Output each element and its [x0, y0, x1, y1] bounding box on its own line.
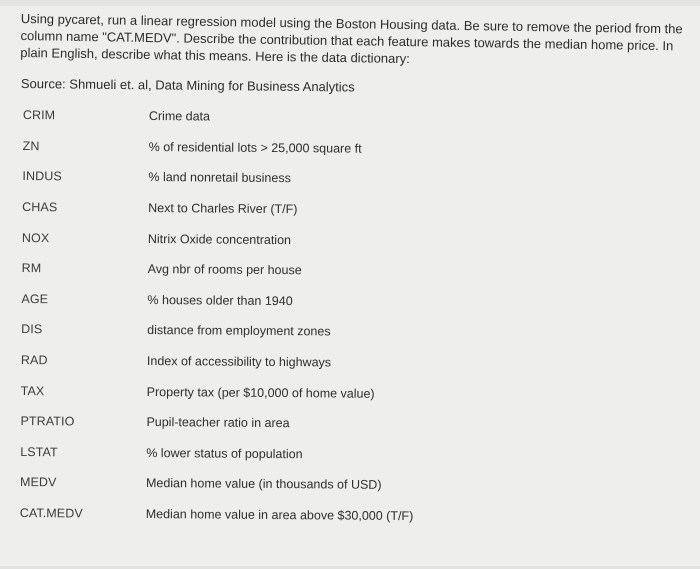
feature-description: Median home value in area above $30,000 (T/F) [145, 507, 414, 524]
feature-description: Index of accessibility to highways [146, 354, 332, 370]
feature-description: Property tax (per $10,000 of home value) [146, 384, 375, 401]
feature-name: PTRATIO [20, 414, 75, 429]
feature-description: distance from employment zones [147, 323, 331, 339]
feature-name: AGE [21, 291, 49, 307]
feature-description: Nitrix Oxide concentration [147, 231, 292, 247]
feature-name: TAX [20, 383, 45, 398]
feature-name: MEDV [19, 475, 57, 490]
feature-description: % houses older than 1940 [147, 292, 293, 308]
top-edge [0, 0, 700, 6]
feature-description: % of residential lots > 25,000 square ft [148, 139, 362, 156]
feature-description: Next to Charles River (T/F) [148, 201, 298, 217]
feature-name: LSTAT [20, 444, 58, 460]
feature-name: CRIM [22, 108, 56, 123]
feature-name: DIS [21, 322, 43, 337]
feature-description: Pupil-teacher ratio in area [146, 415, 290, 431]
data-dictionary [18, 100, 694, 534]
source-citation: Source: Shmueli et. al, Data Mining for Business Analytics [20, 75, 355, 95]
question-text: Using pycaret, run a linear regression model using the Boston Housing data. Be sure to remove the period from the column name "CAT.MEDV". Describe the contribution that each feature makes towards the median home price. In plain English, describe what this means. Here is the data dictionary: [20, 10, 683, 67]
feature-description: % land nonretail business [148, 170, 291, 186]
feature-description: Crime data [148, 109, 211, 124]
feature-name: INDUS [22, 169, 62, 184]
feature-name: CAT.MEDV [19, 506, 83, 521]
feature-name: RAD [20, 353, 48, 368]
feature-name: ZN [22, 138, 40, 154]
feature-name: CHAS [22, 200, 58, 215]
dictionary-row [18, 498, 691, 534]
feature-description: Avg nbr of rooms per house [147, 262, 302, 278]
feature-name: NOX [21, 230, 50, 245]
feature-description: % lower status of population [146, 445, 303, 462]
feature-name: RM [21, 261, 42, 276]
feature-description: Median home value (in thousands of USD) [145, 476, 382, 493]
